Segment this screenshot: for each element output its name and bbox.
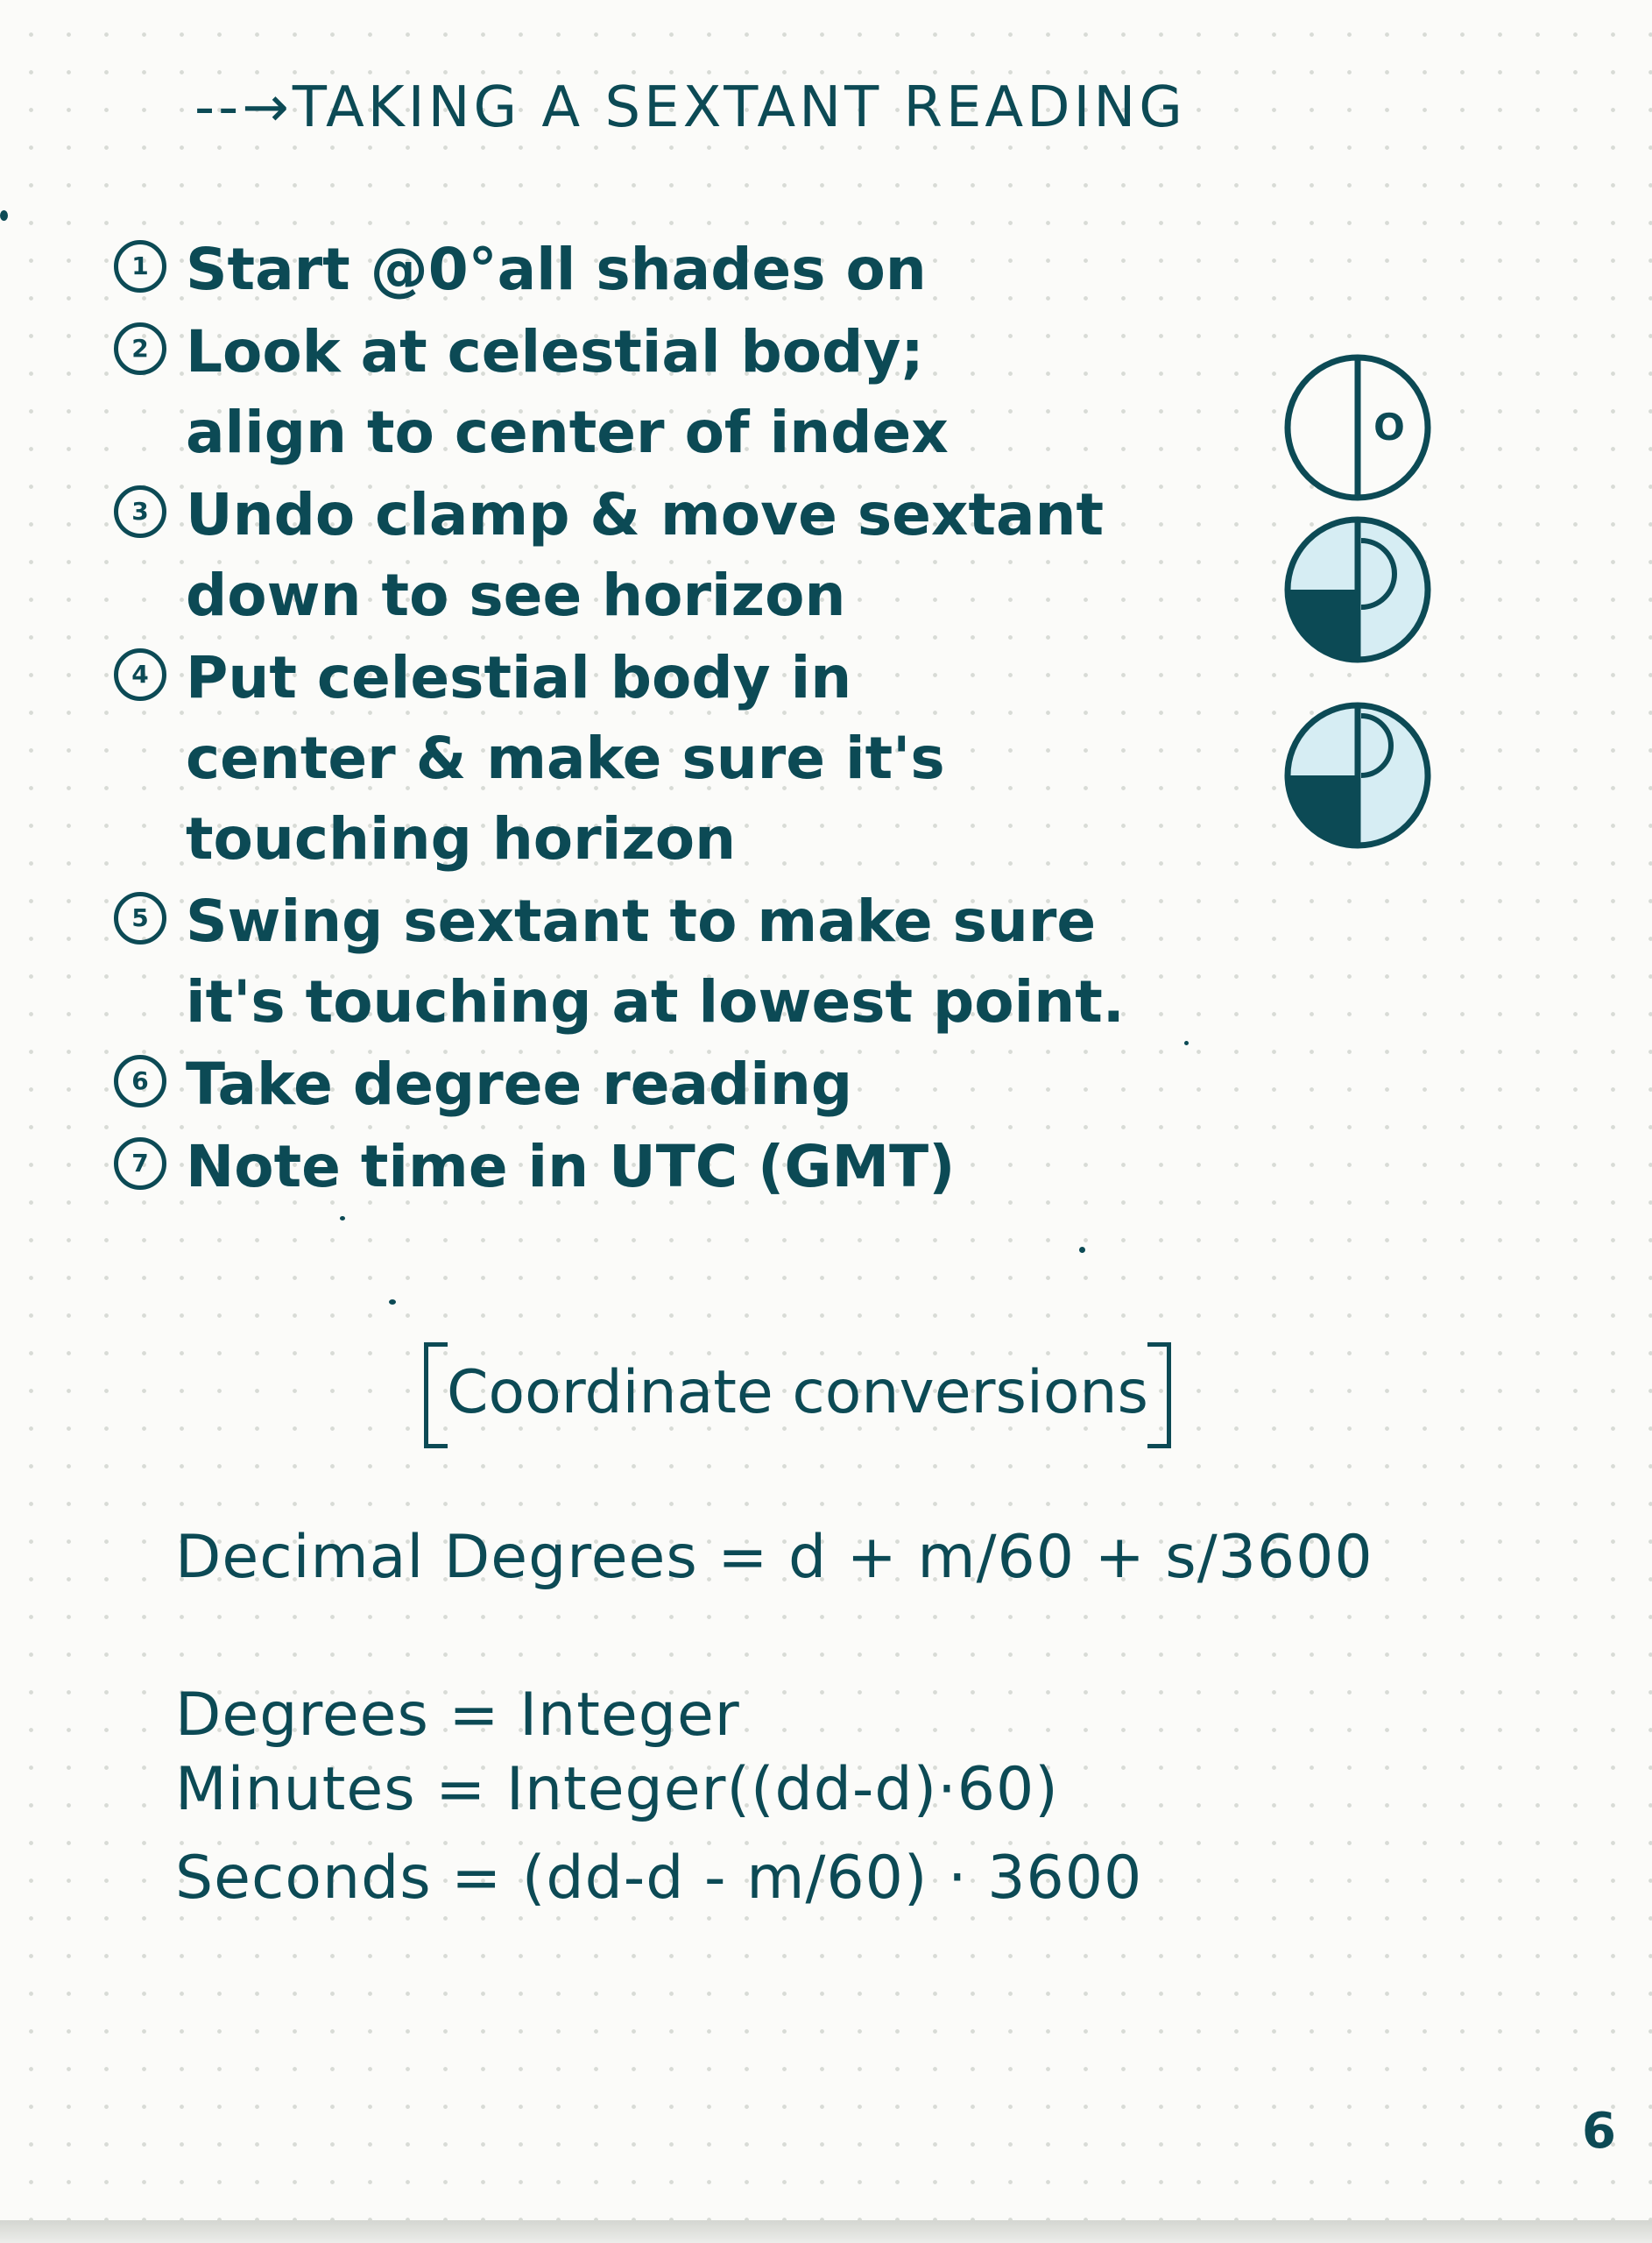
conversions-title: Coordinate conversions (447, 1358, 1148, 1427)
step-7 (114, 1127, 1218, 1207)
step-text-6: Take degree reading (186, 1051, 853, 1118)
ink-speck (340, 1216, 345, 1221)
step-text-7: Note time in UTC (GMT) (186, 1133, 956, 1200)
step-text-1: Start @0°all shades on (186, 236, 927, 303)
left-bracket (424, 1342, 448, 1448)
minutes-formula: Minutes = Integer((dd-d)·60) (175, 1755, 1059, 1824)
step-4 (114, 638, 1218, 880)
steps-list (114, 230, 1218, 1207)
step-number-2: 2 (114, 322, 166, 375)
step-text-3: Undo clamp & move sextant down to see horizon (186, 481, 1105, 629)
step-3 (114, 475, 1218, 636)
step-number-1: 1 (114, 240, 166, 293)
step-text-2: Look at celestial body; align to center of index (186, 318, 949, 466)
right-bracket (1147, 1342, 1171, 1448)
ink-speck (389, 1299, 396, 1305)
section-title-wrapper (424, 1342, 1171, 1448)
step-number-6: 6 (114, 1055, 166, 1107)
diagram-label-1: O (1373, 406, 1405, 449)
decimal-degrees-formula: Decimal Degrees = d + m/60 + s/3600 (175, 1523, 1373, 1592)
step-number-3: 3 (114, 485, 166, 538)
seconds-formula: Seconds = (dd-d - m/60) · 3600 (175, 1843, 1143, 1913)
step-number-7: 7 (114, 1137, 166, 1190)
step-text-4: Put celestial body in center & make sure it's touching horizon (186, 644, 945, 873)
step-number-5: 5 (114, 892, 166, 945)
sextant-view-above-horizon-icon (1279, 511, 1437, 669)
sextant-view-centered-icon (1279, 349, 1437, 506)
step-6 (114, 1044, 1218, 1125)
ink-speck (0, 210, 8, 221)
ink-speck (1184, 1041, 1189, 1045)
step-text-5: Swing sextant to make sure it's touching at lowest point. (186, 888, 1125, 1036)
page-title: --→TAKING A SEXTANT READING (194, 75, 1186, 140)
step-5 (114, 881, 1218, 1043)
degrees-formula: Degrees = Integer (175, 1680, 740, 1750)
step-2 (114, 312, 1218, 473)
scan-edge (0, 2220, 1652, 2243)
step-1 (114, 230, 1218, 310)
page-number: 6 (1582, 2103, 1616, 2160)
ink-speck (1079, 1247, 1085, 1253)
sextant-view-touching-horizon-icon (1279, 697, 1437, 854)
step-number-4: 4 (114, 648, 166, 701)
